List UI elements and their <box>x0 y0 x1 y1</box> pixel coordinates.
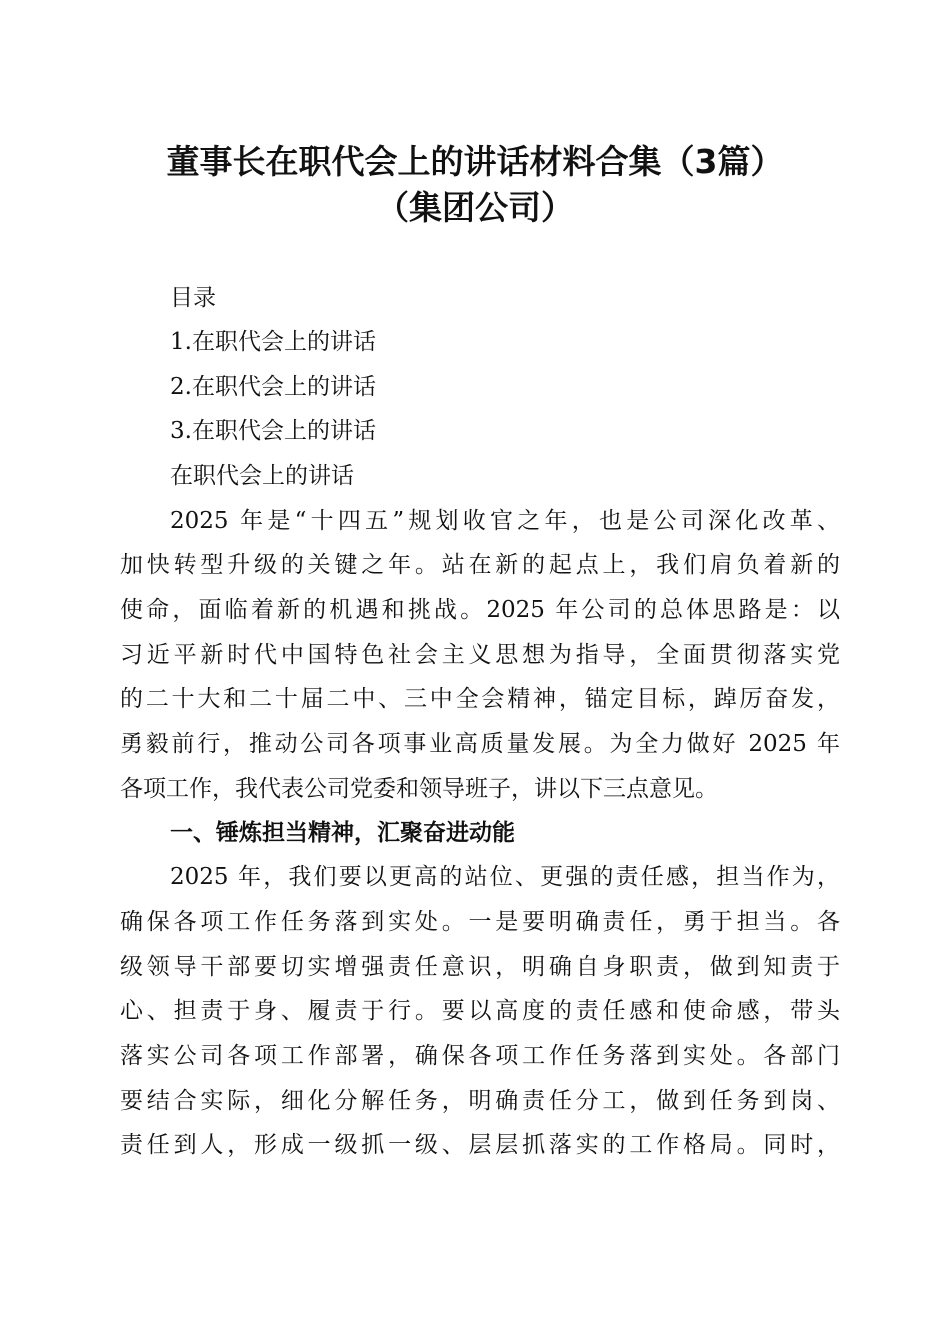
paragraph-line: 级领导干部要切实增强责任意识，明确自身职责，做到知责于 <box>120 954 840 980</box>
toc-heading: 目录 <box>170 285 216 311</box>
paragraph-line: 心、担责于身、履责于行。要以高度的责任感和使命感，带头 <box>120 998 840 1024</box>
toc-item-3: 3.在职代会上的讲话 <box>170 418 376 444</box>
paragraph-line: 各项工作，我代表公司党委和领导班子，讲以下三点意见。 <box>120 776 718 802</box>
paragraph-line: 使命，面临着新的机遇和挑战。2025 年公司的总体思路是：以 <box>120 597 840 623</box>
paragraph-line: 勇毅前行，推动公司各项事业高质量发展。为全力做好 2025 年 <box>120 731 840 757</box>
paragraph-line: 习近平新时代中国特色社会主义思想为指导，全面贯彻落实党 <box>120 642 840 668</box>
paragraph-line: 加快转型升级的关键之年。站在新的起点上，我们肩负着新的 <box>120 552 840 578</box>
paragraph-line: 确保各项工作任务落到实处。一是要明确责任，勇于担当。各 <box>120 909 840 935</box>
document-title-line2: （集团公司） <box>376 188 574 227</box>
paragraph-line: 2025 年，我们要以更高的站位、更强的责任感，担当作为， <box>170 864 840 890</box>
paragraph-line: 的二十大和二十届二中、三中全会精神，锚定目标，踔厉奋发， <box>120 686 840 712</box>
paragraph-line: 落实公司各项工作部署，确保各项工作任务落到实处。各部门 <box>120 1043 840 1069</box>
paragraph-line: 责任到人，形成一级抓一级、层层抓落实的工作格局。同时， <box>120 1132 840 1158</box>
toc-item-2: 2.在职代会上的讲话 <box>170 374 376 400</box>
toc-item-1: 1.在职代会上的讲话 <box>170 329 376 355</box>
section-heading: 一、锤炼担当精神，汇聚奋进动能 <box>170 820 515 846</box>
article-title: 在职代会上的讲话 <box>170 463 354 489</box>
paragraph-line: 要结合实际，细化分解任务，明确责任分工，做到任务到岗、 <box>120 1088 840 1114</box>
paragraph-line: 2025 年是“十四五”规划收官之年，也是公司深化改革、 <box>170 508 840 534</box>
document-title-line1: 董事长在职代会上的讲话材料合集（3篇） <box>166 142 784 181</box>
